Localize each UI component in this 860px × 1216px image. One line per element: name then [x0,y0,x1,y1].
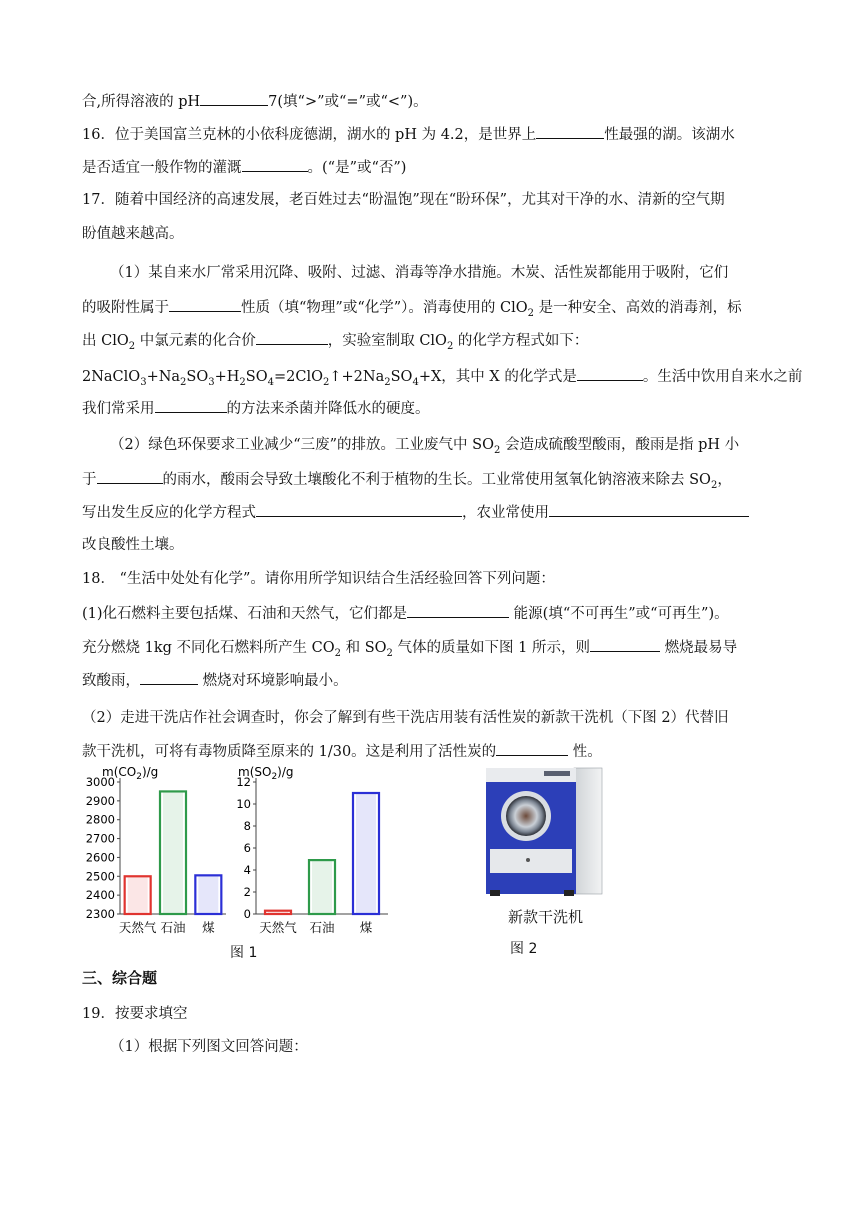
y-tick-label: 2500 [85,869,115,884]
y-tick-label: 2400 [85,888,115,903]
x-tick-label: 石油 [309,920,335,935]
text: （1）根据下列图文回答问题： [110,1039,308,1055]
answer-blank[interactable] [496,741,568,756]
q19-line1 [82,1004,187,1024]
text: 16．位于美国富兰克林的小依科庞德湖，湖水的 pH 为 4.2，是世界上 [82,127,537,143]
text: ， [717,472,732,488]
x-tick-label: 煤 [359,920,373,935]
y-tick-label: 2800 [85,812,115,827]
text: 7(填“>”或“=”或“<”)。 [268,94,428,110]
text: SO [186,369,209,385]
text: （2）绿色环保要求工业减少“三废”的排放。工业废气中 SO [110,437,494,453]
q17-line2 [82,224,184,244]
text: 2NaClO [82,369,141,385]
y-tick-label: 12 [236,775,251,789]
subscript: 2 [239,376,246,388]
subscript: 2 [128,340,136,352]
q17-1-line3 [82,330,588,351]
y-tick-label: 2 [243,885,251,899]
subscript: 2 [180,376,187,388]
text: （2）走进干洗店作社会调查时，你会了解到有些干洗店用装有活性炭的新款干洗机（下图 2）代替旧 [82,710,729,726]
q17-1-line2 [82,297,742,318]
bar-fill [198,876,218,914]
q18-1-line2 [82,637,737,658]
text: 。生活中饮用自来水之前 [642,369,803,385]
text: 写出发生反应的化学方程式 [82,505,256,521]
q17-2-line4 [82,535,184,555]
subscript: 4 [267,376,274,388]
q18-1-line3 [82,670,348,691]
subscript: 2 [446,340,454,352]
answer-blank[interactable] [256,502,462,517]
subscript: 2 [384,376,391,388]
text: =2ClO [274,369,323,385]
answer-blank[interactable] [155,398,227,413]
q15-tail [82,91,428,112]
q17-line1 [82,190,725,210]
subscript: 2 [334,647,341,659]
y-axis-label: $m(SO_2)/g$ [238,765,294,782]
y-tick-label: 4 [243,863,251,877]
q17-2-line3 [82,502,749,523]
text: ，农业常使用 [462,505,549,521]
q17-2-line1 [110,435,739,455]
y-axis-label: $m(CO_2)/g$ [102,765,159,782]
co2-bar-chart [80,764,230,940]
text: 和 SO [340,640,387,656]
y-tick-label: 0 [243,907,251,921]
section-3-heading: 三、综合题 [82,969,158,987]
text: SO [245,369,268,385]
answer-blank[interactable] [256,330,328,345]
text: 燃烧最易导 [659,640,738,656]
y-tick-label: 8 [243,819,251,833]
q17-2-line2 [82,469,732,490]
machine-label: 新款干洗机 [508,908,584,926]
text: +X，其中 X 的化学式是 [418,369,577,385]
y-tick-label: 2700 [85,831,115,846]
y-tick-label: 2600 [85,850,115,865]
text: 的雨水，酸雨会导致土壤酸化不利于植物的生长。工业常使用氢氧化钠溶液来除去 SO [162,472,711,488]
x-tick-label: 天然气 [259,920,297,935]
text: 是一种安全、高效的消毒剂，标 [534,300,742,316]
q16-line2 [82,157,406,178]
text: 充分燃烧 1kg 不同化石燃料所产生 CO [82,640,335,656]
text: 是否适宜一般作物的灌溉 [82,160,242,176]
text: 我们常采用 [82,401,155,417]
figure-1-caption: 图 1 [230,945,258,961]
subscript: 2 [527,307,535,319]
y-tick-label: 10 [236,797,251,811]
q17-1-equation [82,366,802,387]
answer-blank[interactable] [577,366,643,381]
answer-blank[interactable] [140,670,198,685]
text: 气体的质量如下图 1 所示，则 [392,640,590,656]
q17-1-line5 [82,398,430,419]
x-tick-label: 天然气 [118,920,157,935]
bar-fill [268,912,288,914]
y-tick-label: 6 [243,841,251,855]
answer-blank[interactable] [407,603,509,618]
answer-blank[interactable] [536,124,604,139]
subscript: 2 [493,444,501,456]
answer-blank[interactable] [200,91,268,106]
bar-fill [312,861,332,914]
y-tick-label: 2300 [85,907,115,921]
bar-fill [356,794,376,914]
bar-fill [163,792,183,914]
text: 。(“是”或“否”) [307,160,407,176]
text: 燃烧对环境影响最小。 [198,673,348,689]
text: 19．按要求填空 [82,1006,188,1022]
so2-bar-chart [232,764,392,940]
q18-line1 [82,569,555,589]
y-tick-label: 3000 [85,775,115,789]
answer-blank[interactable] [97,469,163,484]
x-tick-label: 石油 [160,920,186,935]
x-tick-label: 煤 [202,920,215,935]
text: +H [214,369,240,385]
text: 致酸雨， [82,673,140,689]
text: 盼值越来越高。 [82,226,184,242]
text: 于 [82,472,97,488]
answer-blank[interactable] [242,157,308,172]
text: 性最强的湖。该湖水 [604,127,735,143]
figure-2-caption: 图 2 [510,941,538,957]
subscript: 4 [412,376,419,388]
text: 17．随着中国经济的高速发展，老百姓过去“盼温饱”现在“盼环保”，尤其对干净的水、清新的空气期 [82,192,725,208]
answer-blank[interactable] [549,502,749,517]
q16-line1 [82,124,735,145]
subscript: 2 [323,376,330,388]
bar-fill [128,877,148,914]
text: 的方法来杀菌并降低水的硬度。 [226,401,430,417]
text: 会造成硫酸型酸雨，酸雨是指 pH 小 [500,437,740,453]
text: 的化学方程式如下： [453,333,589,349]
text: +Na [146,369,181,385]
text: 18． “生活中处处有化学”。请你用所学知识结合生活经验回答下列问题： [82,571,555,587]
q18-1-line1 [82,603,729,624]
subscript: 2 [386,647,393,659]
text: 的吸附性属于 [82,300,169,316]
q17-1-line1 [110,263,728,283]
y-tick-label: 2900 [85,793,115,808]
text: ↑+2Na [329,369,385,385]
q19-1-line1 [110,1037,308,1057]
text: （1）某自来水厂常采用沉降、吸附、过滤、消毒等净水措施。木炭、活性炭都能用于吸附，它们 [110,265,729,281]
text: 出 ClO [82,333,129,349]
text: 合,所得溶液的 pH [82,94,201,110]
subscript: 3 [208,376,215,388]
subscript: 2 [710,479,718,491]
text: (1)化石燃料主要包括煤、石油和天然气，它们都是 [82,606,408,622]
text: 中氯元素的化合价 [135,333,256,349]
text: ，实验室制取 ClO [327,333,447,349]
q18-2-line1 [82,708,729,728]
text: 改良酸性土壤。 [82,537,184,553]
text: 性质（填“物理”或“化学”）。消毒使用的 ClO [241,300,528,316]
q18-2-line2 [82,741,602,762]
text: SO [390,369,413,385]
text: 性。 [568,744,602,760]
dry-cleaning-machine-image [482,764,608,898]
text: 能源(填“不可再生”或“可再生”)。 [509,606,729,622]
text: 款干洗机，可将有毒物质降至原来的 1/30。这是利用了活性炭的 [82,744,497,760]
answer-blank[interactable] [590,637,660,652]
answer-blank[interactable] [169,297,241,312]
subscript: 3 [140,376,147,388]
